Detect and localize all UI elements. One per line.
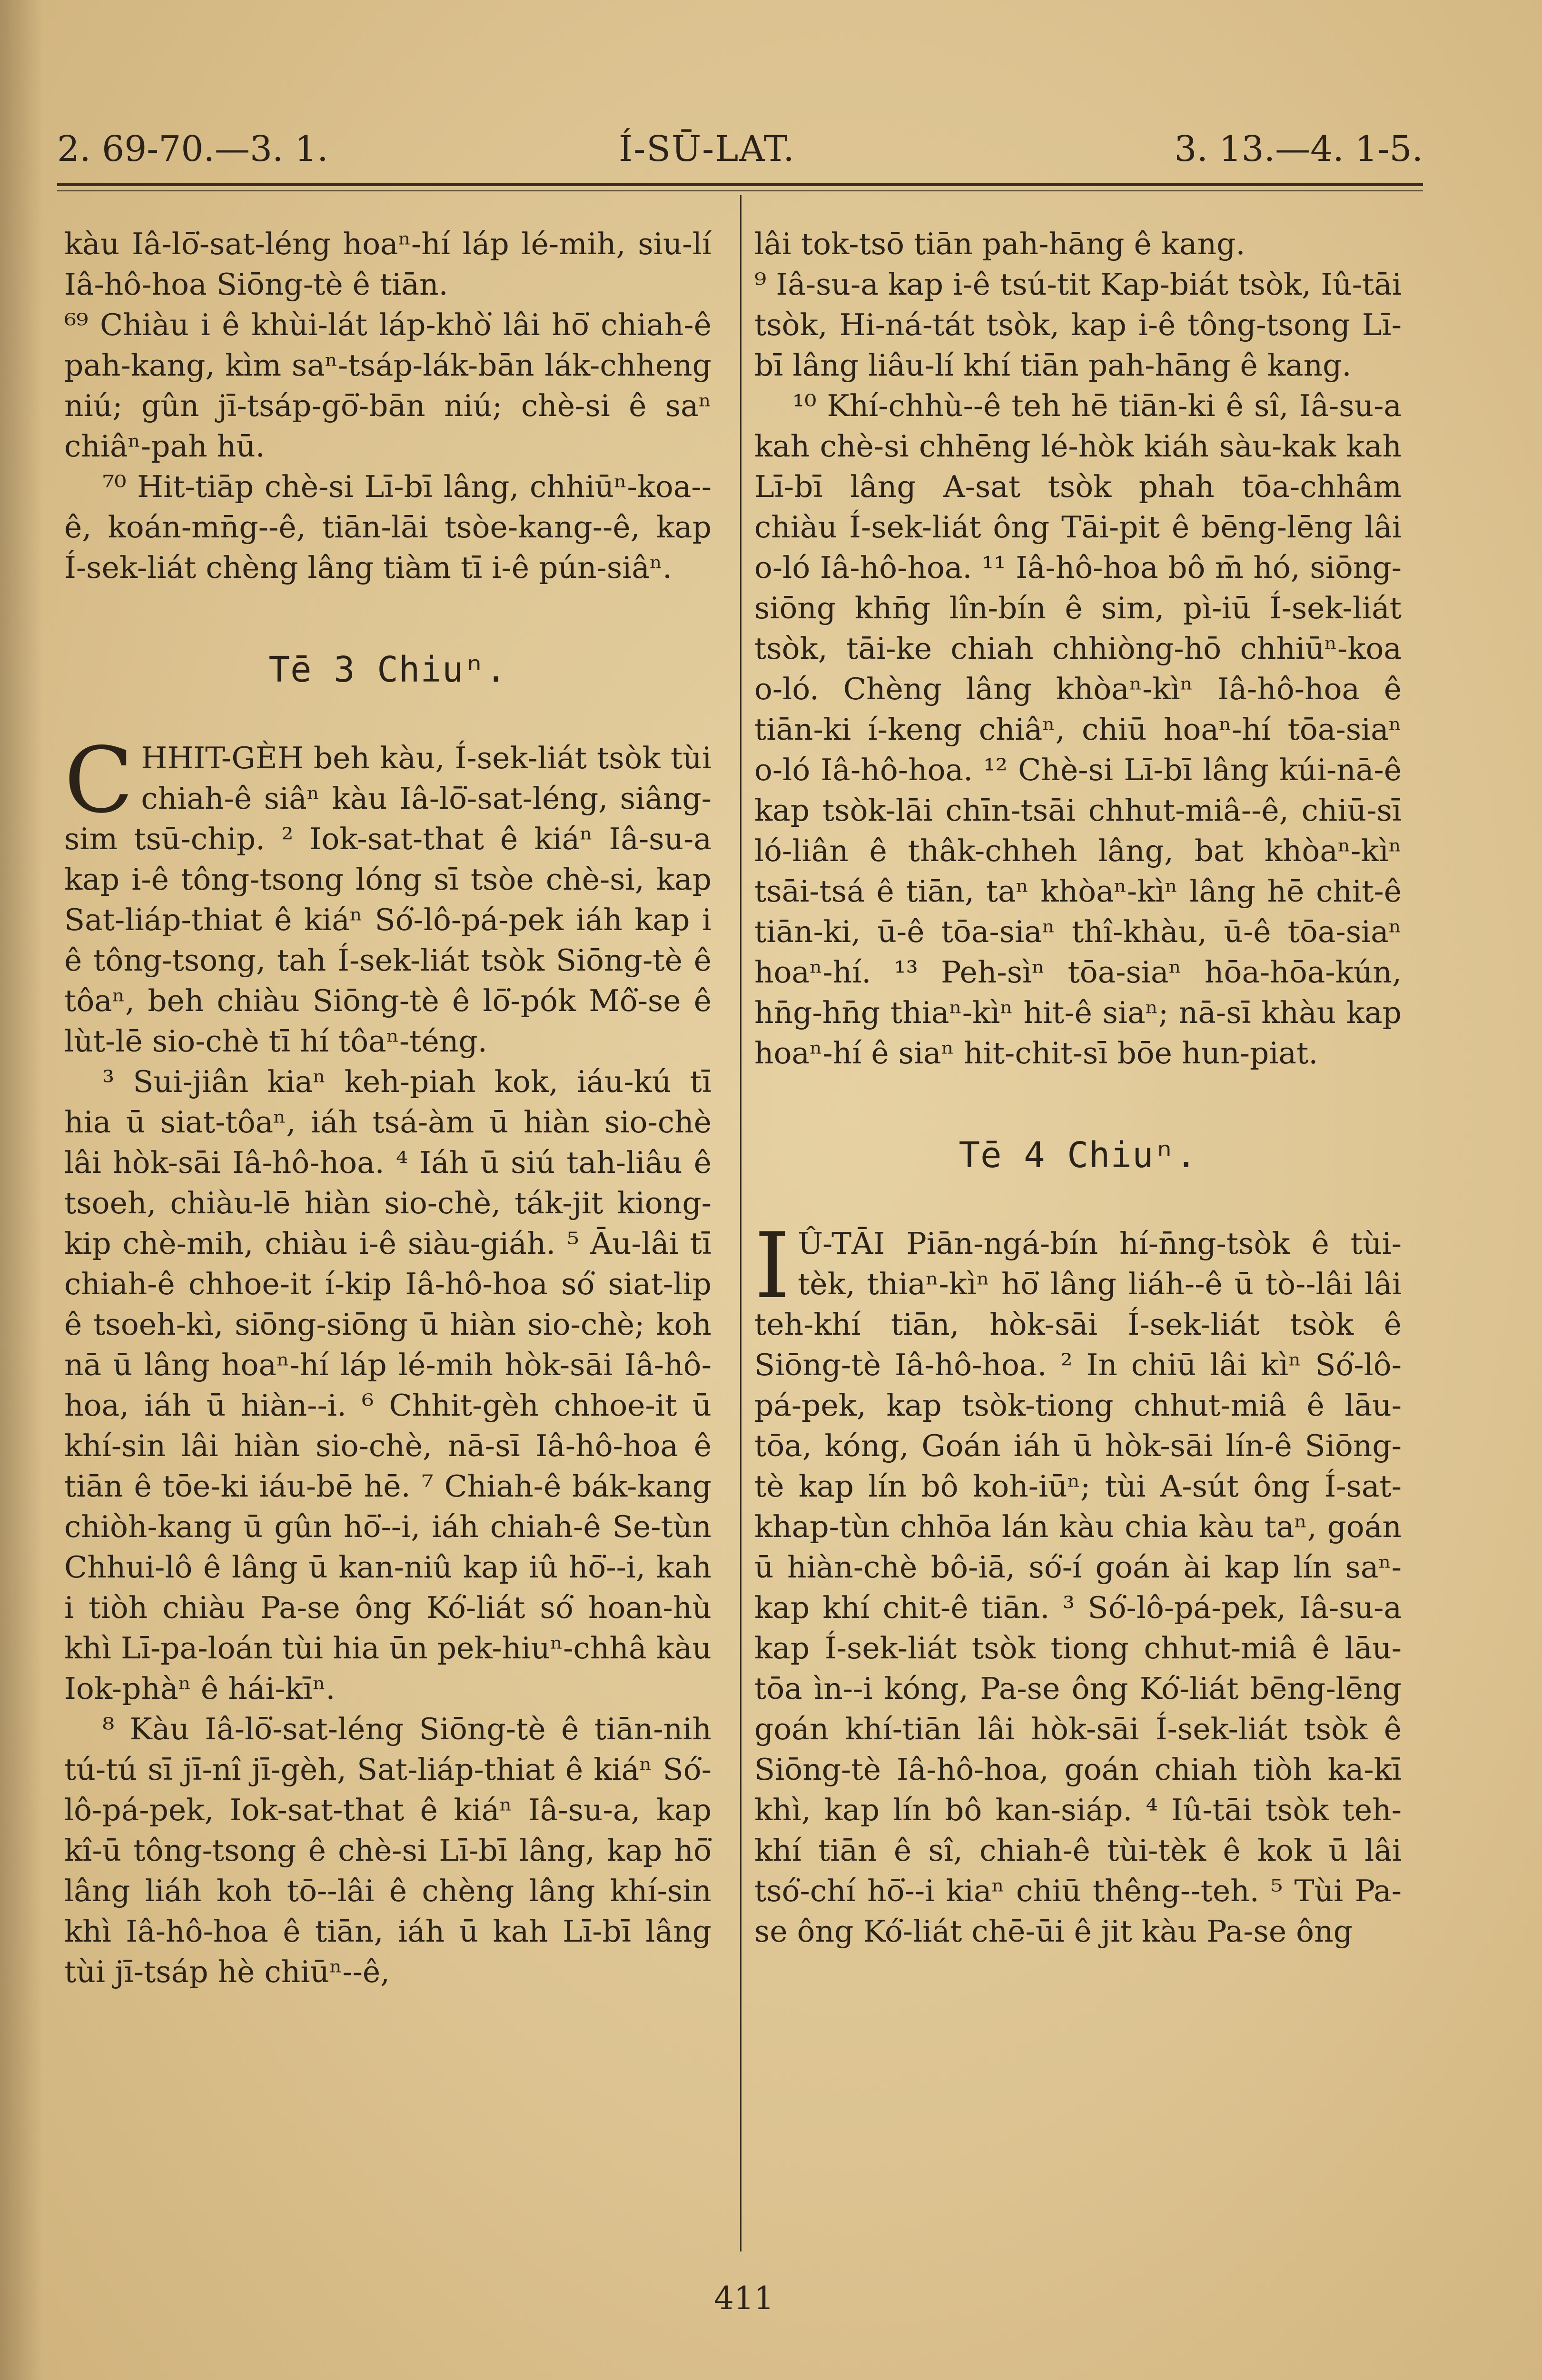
drop-cap-letter: I: [754, 1213, 791, 1319]
verse-paragraph: lâi tok-tsō tiān pah-hāng ê kang.: [754, 227, 1245, 261]
chapter-opening-text: Û-TĀI Piān-ngá-bín hí-n̄ng-tsòk ê tùi-tèk, thiaⁿ-kìⁿ hō͘ lâng liáh--ê ū tò--lâi lâi teh-khí tiān, hòk-sāi Í-sek-liát tsòk ê Siōng-tè Iâ-hô-hoa. ² In chiū lâi kìⁿ Só͘-lô-pá-pek, kap tsòk-tiong chhut-miâ ê lāu-tōa, kóng, Goán iáh ū hòk-sāi lín-ê Siōng-tè kap lín bô koh-iūⁿ; tùi A-sút ông Í-sat-khap-tùn chhōa lán kàu chia kàu taⁿ, goán ū hiàn-chè bô-iā, só͘-í goán ài kap lín saⁿ-kap khí chit-ê tiān. ³ Só͘-lô-pá-pek, Iâ-su-a kap Í-sek-liát tsòk tiong chhut-miâ ê lāu-tōa ìn--i kóng, Pa-se ông Kó͘-liát bēng-lēng goán khí-tiān lâi hòk-sāi Í-sek-liát tsòk ê Siōng-tè Iâ-hô-hoa, goán chiah tiòh ka-kī khì, kap lín bô kan-siáp. ⁴ Iû-tāi tsòk teh-khí tiān ê sî, chiah-ê tùi-tèk ê kok ū lâi tsó͘-chí hō͘--i kiaⁿ chiū thêng--teh. ⁵ Tùi Pa-se ông Kó͘-liát chē-ūi ê jit kàu Pa-se ông: [754, 1226, 1402, 1949]
chapter-heading: Tē 4 Chiuⁿ.: [959, 1135, 1197, 1176]
chapter-opening-text: HHIT-GÈH beh kàu, Í-sek-liát tsòk tùi chiah-ê siâⁿ kàu Iâ-lō͘-sat-léng, siâng-sim tsū-chip. ² Iok-sat-that ê kiáⁿ Iâ-su-a kap i-ê tông-tsong lóng sī tsòe chè-si, kap Sat-liáp-thiat ê kiáⁿ Só͘-lô-pá-pek iáh kap i ê tông-tsong, tah Í-sek-liát tsòk Siōng-tè ê tôaⁿ, beh chiàu Siōng-tè ê lō͘-pók Mô͘-se ê lùt-lē sio-chè tī hí tôaⁿ-téng.: [64, 741, 712, 1059]
header-right-reference: 3. 13.—4. 1-5.: [1174, 129, 1423, 169]
left-column: [64, 224, 712, 1992]
chapter-heading: Tē 3 Chiuⁿ.: [268, 649, 507, 690]
running-header: [57, 129, 1423, 181]
verse-paragraph: ³ Sui-jiân kiaⁿ keh-piah kok, iáu-kú tī hia ū siat-tôaⁿ, iáh tsá-àm ū hiàn sio-chè lâi hòk-sāi Iâ-hô-hoa. ⁴ Iáh ū siú tah-liâu ê tsoeh, chiàu-lē hiàn sio-chè, ták-jit kiong-kip chè-mih, chiàu i-ê siàu-giáh. ⁵ Āu-lâi tī chiah-ê chhoe-it í-kip Iâ-hô-hoa só͘ siat-lip ê tsoeh-kì, siōng-siōng ū hiàn sio-chè; koh nā ū lâng hoaⁿ-hí láp lé-mih hòk-sāi Iâ-hô-hoa, iáh ū hiàn--i. ⁶ Chhit-gèh chhoe-it ū khí-sin lâi hiàn sio-chè, nā-sī Iâ-hô-hoa ê tiān ê tōe-ki iáu-bē hē. ⁷ Chiah-ê bák-kang chiòh-kang ū gûn hō͘--i, iáh chiah-ê Se-tùn Chhui-lô ê lâng ū kan-niû kap iû hō͘--i, kah i tiòh chiàu Pa-se ông Kó͘-liát só͘ hoan-hù khì Lī-pa-loán tùi hia ūn pek-hiuⁿ-chhâ kàu Iok-phàⁿ ê hái-kīⁿ.: [64, 1064, 712, 1706]
chapter-opening-paragraph: [64, 728, 712, 1061]
page-number: 411: [714, 2280, 774, 2317]
right-column: [754, 224, 1402, 1952]
header-book-title: Í-SŪ-LAT.: [619, 129, 795, 169]
chapter-opening-paragraph: [754, 1213, 1402, 1952]
header-left-reference: 2. 69-70.—3. 1.: [57, 129, 328, 169]
verse-paragraph: ⁹ Iâ-su-a kap i-ê tsú-tit Kap-biát tsòk, Iû-tāi tsòk, Hi-ná-tát tsòk, kap i-ê tông-tsong Lī-bī lâng liâu-lí khí tiān pah-hāng ê kang.: [754, 267, 1402, 383]
header-rule-thick: [57, 183, 1423, 186]
gutter-shadow: [0, 0, 43, 2380]
verse-paragraph: ⁸ Kàu Iâ-lō͘-sat-léng Siōng-tè ê tiān-nih tú-tú sī jī-nî jī-gèh, Sat-liáp-thiat ê kiáⁿ Só͘-lô-pá-pek, Iok-sat-that ê kiáⁿ Iâ-su-a, kap kî-ū tông-tsong ê chè-si Lī-bī lâng, kap hō͘ lâng liáh koh tō--lâi ê chèng lâng khí-sin khì Iâ-hô-hoa ê tiān, iáh ū kah Lī-bī lâng tùi jī-tsáp hè chiūⁿ--ê,: [64, 1712, 712, 1989]
verse-paragraph: ⁷⁰ Hit-tiāp chè-si Lī-bī lâng, chhiūⁿ-koa--ê, koán-mn̄g--ê, tiān-lāi tsòe-kang--ê, kap Í-sek-liát chèng lâng tiàm tī i-ê pún-siâⁿ.: [64, 469, 712, 585]
header-rule-thin: [57, 190, 1423, 191]
column-divider: [740, 195, 741, 2251]
verse-paragraph: ⁶⁹ Chiàu i ê khùi-lát láp-khò͘ lâi hō͘ chiah-ê pah-kang, kìm saⁿ-tsáp-lák-bān lák-chheng niú; gûn jī-tsáp-gō͘-bān niú; chè-si ê saⁿ chiâⁿ-pah hū.: [64, 307, 712, 464]
verse-paragraph: kàu Iâ-lō͘-sat-léng hoaⁿ-hí láp lé-mih, siu-lí Iâ-hô-hoa Siōng-tè ê tiān.: [64, 227, 712, 302]
verse-paragraph: ¹⁰ Khí-chhù--ê teh hē tiān-ki ê sî, Iâ-su-a kah chè-si chhēng lé-hòk kiáh sàu-kak kah Lī-bī lâng A-sat tsòk phah tōa-chhâm chiàu Í-sek-liát ông Tāi-pit ê bēng-lēng lâi o-ló Iâ-hô-hoa. ¹¹ Iâ-hô-hoa bô m̄ hó, siōng-siōng khn̄g lîn-bín ê sim, pì-iū Í-sek-liát tsòk, tāi-ke chiah chhiòng-hō chhiūⁿ-koa o-ló. Chèng lâng khòaⁿ-kìⁿ Iâ-hô-hoa ê tiān-ki í-keng chiâⁿ, chiū hoaⁿ-hí tōa-siaⁿ o-ló Iâ-hô-hoa. ¹² Chè-si Lī-bī lâng kúi-nā-ê kap tsòk-lāi chīn-tsāi chhut-miâ--ê, chiū-sī ló-liân ê thâk-chheh lâng, bat khòaⁿ-kìⁿ tsāi-tsá ê tiān, taⁿ khòaⁿ-kìⁿ lâng hē chit-ê tiān-ki, ū-ê tōa-siaⁿ thî-khàu, ū-ê tōa-siaⁿ hoaⁿ-hí. ¹³ Peh-sìⁿ tōa-siaⁿ hōa-hōa-kún, hn̄g-hn̄g thiaⁿ-kìⁿ hit-ê siaⁿ; nā-sī khàu kap hoaⁿ-hí ê siaⁿ hit-chit-sī bōe hun-piat.: [754, 388, 1402, 1071]
drop-cap-letter: C: [64, 728, 134, 833]
